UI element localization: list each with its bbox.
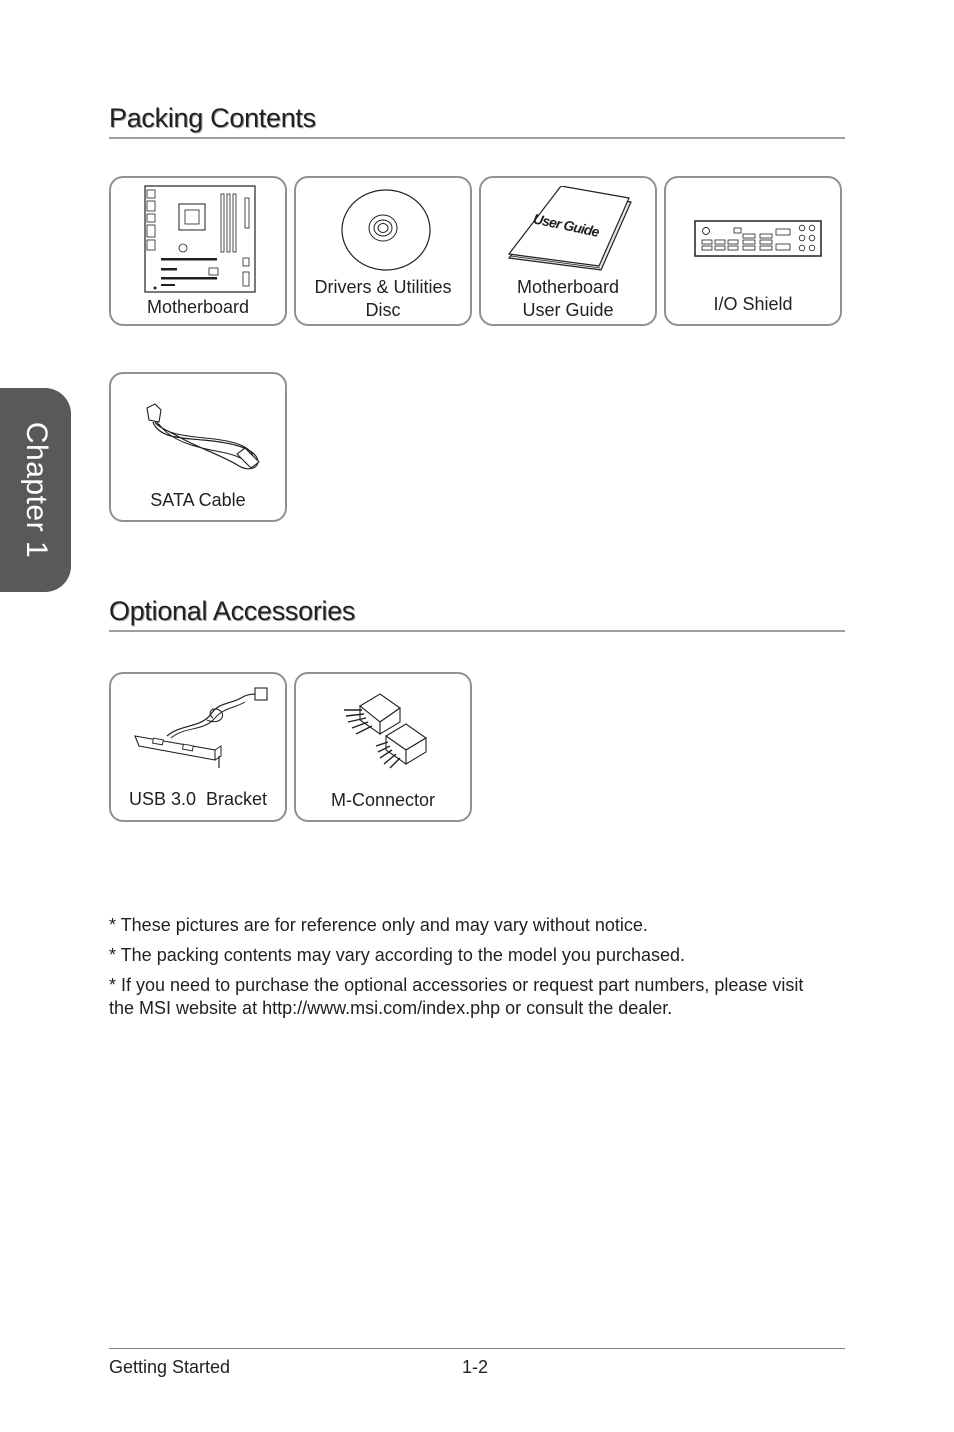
io-shield-icon <box>694 220 822 258</box>
svg-text:User Guide: User Guide <box>531 210 601 240</box>
sata-cable-label: SATA Cable <box>150 490 246 510</box>
m-connector-icon <box>338 686 434 770</box>
footer-divider <box>109 1348 845 1349</box>
note-item: * If you need to purchase the optional accessories or request part numbers, please visit the MSI website at http://www.msi.com/index.php or consult the dealer. <box>109 975 804 1018</box>
io-shield-card <box>664 176 842 326</box>
usb-bracket-icon <box>131 684 271 776</box>
footer-page-number: 1-2 <box>462 1357 489 1377</box>
user-guide-label: Motherboard User Guide <box>516 277 620 320</box>
sata-cable-card <box>109 372 287 522</box>
packing-contents-title: Packing Contents <box>109 101 845 139</box>
chapter-tab-label: Chapter 1 <box>20 421 53 559</box>
disc-icon <box>340 188 432 272</box>
note-item: * The packing contents may vary according to the model you purchased. <box>109 945 685 965</box>
notes <box>109 914 829 1027</box>
footer-section: Getting Started <box>109 1357 231 1377</box>
user-guide-icon <box>507 186 633 272</box>
usb-bracket-label: USB 3.0 Bracket <box>128 789 268 809</box>
io-shield-label: I/O Shield <box>713 294 793 314</box>
motherboard-label: Motherboard <box>146 297 250 317</box>
user-guide-card <box>479 176 657 326</box>
m-connector-card <box>294 672 472 822</box>
motherboard-icon <box>143 184 257 294</box>
motherboard-card <box>109 176 287 326</box>
chapter-tab <box>0 388 71 592</box>
drivers-disc-card <box>294 176 472 326</box>
optional-accessories-title: Optional Accessories <box>109 594 845 632</box>
note-item: * These pictures are for reference only and may vary without notice. <box>109 915 648 935</box>
usb-bracket-card <box>109 672 287 822</box>
drivers-disc-label: Drivers & Utilities Disc <box>314 277 452 320</box>
sata-cable-icon <box>141 398 263 478</box>
m-connector-label: M-Connector <box>330 790 436 810</box>
